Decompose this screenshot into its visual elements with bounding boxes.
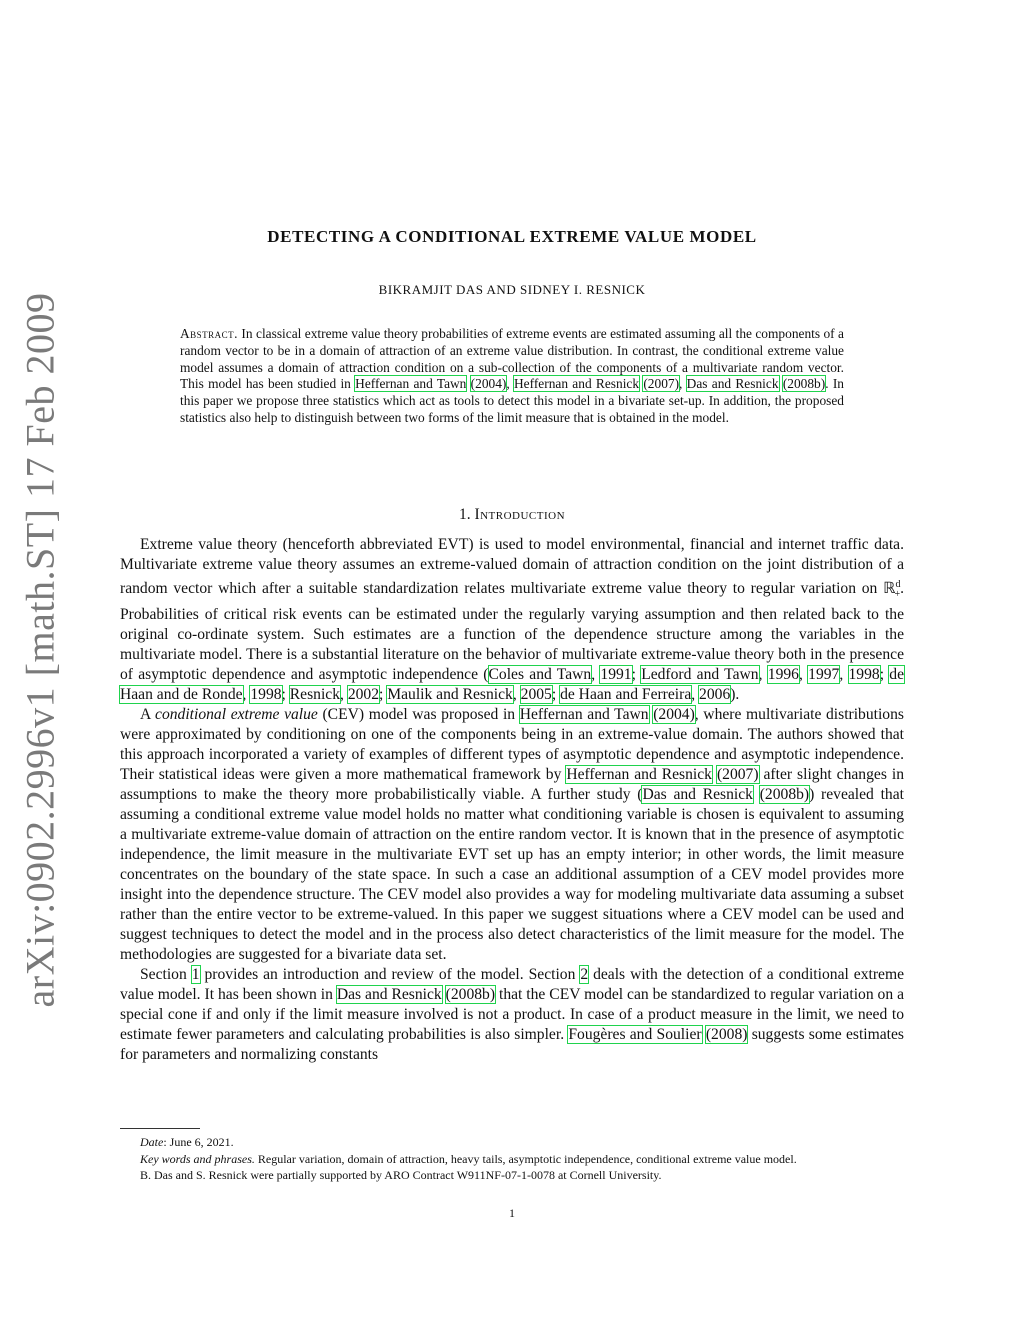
body-text: , [591,666,601,684]
body-text: (CEV) model was proposed in [317,706,520,724]
body-text: ). [730,686,740,704]
section-heading [0,506,1024,524]
citation-year-link[interactable]: 1998 [848,666,880,684]
body-text: , [242,686,251,704]
citation-year-link[interactable]: 1991 [600,666,632,684]
body-text: , [758,666,768,684]
paragraph [120,535,904,705]
citation-year-link[interactable]: 1998 [250,686,282,704]
body-text: Section [140,966,192,984]
citation-link[interactable]: Fougères and Soulier [568,1026,702,1044]
citation-link[interactable]: de Haan and de Ronde [120,666,905,704]
body-text: , [691,686,700,704]
citation-link[interactable]: de Haan and Ferreira [560,686,692,704]
citation-link[interactable]: Ledford and Tawn [641,666,759,684]
citation-year-link[interactable]: 2005 [520,686,552,704]
footnote-text: Regular variation, domain of attraction, heavy tails, asymptotic independence, conditional extreme value model. [254,1151,797,1166]
citation-year-link[interactable]: 1997 [808,666,840,684]
body-text: , where multivariate distributions were approximated by conditioning on one of the components being in an extreme-value domain. The authors showed that this approach incorporated a variety of examples of different types of asymptotic dependence and asymptotic independence. Their statistical ideas were given a more mathematical framework by [120,706,904,784]
section-ref-link[interactable]: 2 [580,966,589,984]
footnote-text: : June 6, 2021. [163,1135,234,1149]
body-text: deals with the detection of a conditional extreme value model. It has been shown in [120,966,904,1004]
paragraph [120,965,904,1065]
body-text: , [798,666,809,684]
citation-link[interactable]: Resnick [289,686,341,704]
citation-year-link[interactable]: (2004) [653,706,695,724]
body-text: . Probabilities of critical risk events can be estimated under the regularly varying assumption and then related back to the original co-ordinate system. Such estimates are a function of the dependence structure among the variables in the multivariate model. There is a substantial literature on the behavior of multivariate extreme-value theory both in the presence of asymptotic dependence and asymptotic independence ( [120,580,904,684]
page-number: 1 [509,1206,515,1220]
citation-link[interactable]: Heffernan and Tawn [355,376,467,392]
body-text: Extreme value theory (henceforth abbreviated EVT) is used to model environmental, financial and internet traffic data. Multivariate extreme value theory assumes an extreme-valued domain of attraction condition on the joint distribution of a random vector which after a suitable standardization relates multivariate extreme value theory to regular variation on ℝ [120,536,904,598]
section-title: Introduction [474,506,566,523]
citation-year-link[interactable]: 1996 [767,666,799,684]
citation-year-link[interactable]: (2007) [716,766,759,784]
body-text: ; [879,666,890,684]
footnote-label: Date [140,1135,164,1149]
citation-link[interactable]: Maulik and Resnick [387,686,513,704]
body-text: ; [281,686,290,704]
footnotes [120,1134,904,1184]
arxiv-identifier-stamp: arXiv:0902.2996v1 [math.ST] 17 Feb 2009 [17,292,63,1008]
citation-year-link[interactable]: (2008b) [759,786,810,804]
abstract-text: , [679,376,687,392]
footnote-support: B. Das and S. Resnick were partially supported by ARO Contract W911NF-07-1-0078 at Cornell University. [140,1168,662,1182]
section-ref-link[interactable]: 1 [191,966,200,984]
body-text: A [140,706,156,724]
citation-link[interactable]: Heffernan and Tawn [519,706,649,724]
citation-year-link[interactable]: 2006 [699,686,731,704]
citation-year-link[interactable]: (2008b) [445,986,496,1004]
citation-year-link[interactable]: (2008) [705,1026,748,1044]
section-number: 1. [458,506,471,523]
math-subscript: + [894,589,901,601]
body-text: ) revealed that assuming a conditional extreme value model holds no matter what conditioning variable is chosen is equivalent to assuming a multivariate extreme-value domain of attraction on the entire random vector. It is known that in the presence of asymptotic independence, the limit measure in the multivariate EVT set up has an empty interior; in other words, the limit measure concentrates on the boundary of the state space. In such a case an additional assumption of a CEV model provides more insight into the dependence structure. The CEV model also provides a way for modeling multivariate data assuming a subset rather than the entire vector to be extreme-valued. In this paper we suggest situations where a CEV model can be used and suggest techniques to detect the model and in the process also detect characteristics of the limit measure for the model. The methodologies are suggested for a bivariate data set. [120,786,904,964]
citation-link[interactable]: Das and Resnick [686,376,779,392]
citation-link[interactable]: Heffernan and Resnick [566,766,712,784]
introduction-body [120,535,904,1065]
citation-link[interactable]: Das and Resnick [642,786,753,804]
footnote-date [120,1134,904,1151]
body-text: after slight changes in assumptions to make the theory more probabilistically viable. A further study ( [120,766,904,804]
abstract [180,326,844,427]
abstract-text: , [506,376,514,392]
body-text: ; [551,686,561,704]
body-text: provides an introduction and review of the model. Section [199,966,581,984]
emphasis-text: conditional extreme value [155,706,318,724]
paper-authors: BIKRAMJIT DAS AND SIDNEY I. RESNICK [378,282,646,297]
abstract-text: . In this paper we propose three statistics which act as tools to detect this model in a bivariate set-up. In addition, the proposed statistics also help to distinguish between two forms of the limit measure that is obtained in the model. [180,376,844,425]
body-text: ; [379,686,388,704]
abstract-text: In classical extreme value theory probabilities of extreme events are estimated assuming all the components of a random vector to be in a domain of attraction of an extreme value distribution. In contrast, the conditional extreme value model assumes a domain of attraction condition on a sub-collection of the components of a multivariate random vector. This model has been studied in [180,326,844,392]
footnote-label: Key words and phrases. [140,1151,255,1166]
body-text: , [512,686,521,704]
math-superscript: d [895,579,901,590]
abstract-label: Abstract. [180,326,239,341]
body-text: , [839,666,849,684]
citation-year-link[interactable]: (2004) [470,376,507,392]
citation-link[interactable]: Das and Resnick [336,986,442,1004]
paragraph [120,705,904,965]
citation-link[interactable]: Heffernan and Resnick [514,376,640,392]
body-text: , [340,686,348,704]
paper-title: DETECTING A CONDITIONAL EXTREME VALUE MODEL [267,227,757,246]
footnote-divider [120,1128,200,1129]
body-text [753,786,760,803]
citation-year-link[interactable]: (2008b) [782,376,826,392]
citation-year-link[interactable]: (2007) [643,376,680,392]
body-text: ; [631,666,642,684]
body-text: that the CEV model can be standardized to regular variation on a special cone if and only if the limit measure involved is not a product. In case of a product measure in the limit, we need to estimate fewer parameters and calculating probabilities is also simpler. [120,986,905,1044]
body-text: suggests some estimates for parameters and normalizing constants [120,1026,904,1064]
citation-year-link[interactable]: 2002 [347,686,379,704]
citation-link[interactable]: Coles and Tawn [488,666,592,684]
footnote-keywords [120,1151,904,1168]
